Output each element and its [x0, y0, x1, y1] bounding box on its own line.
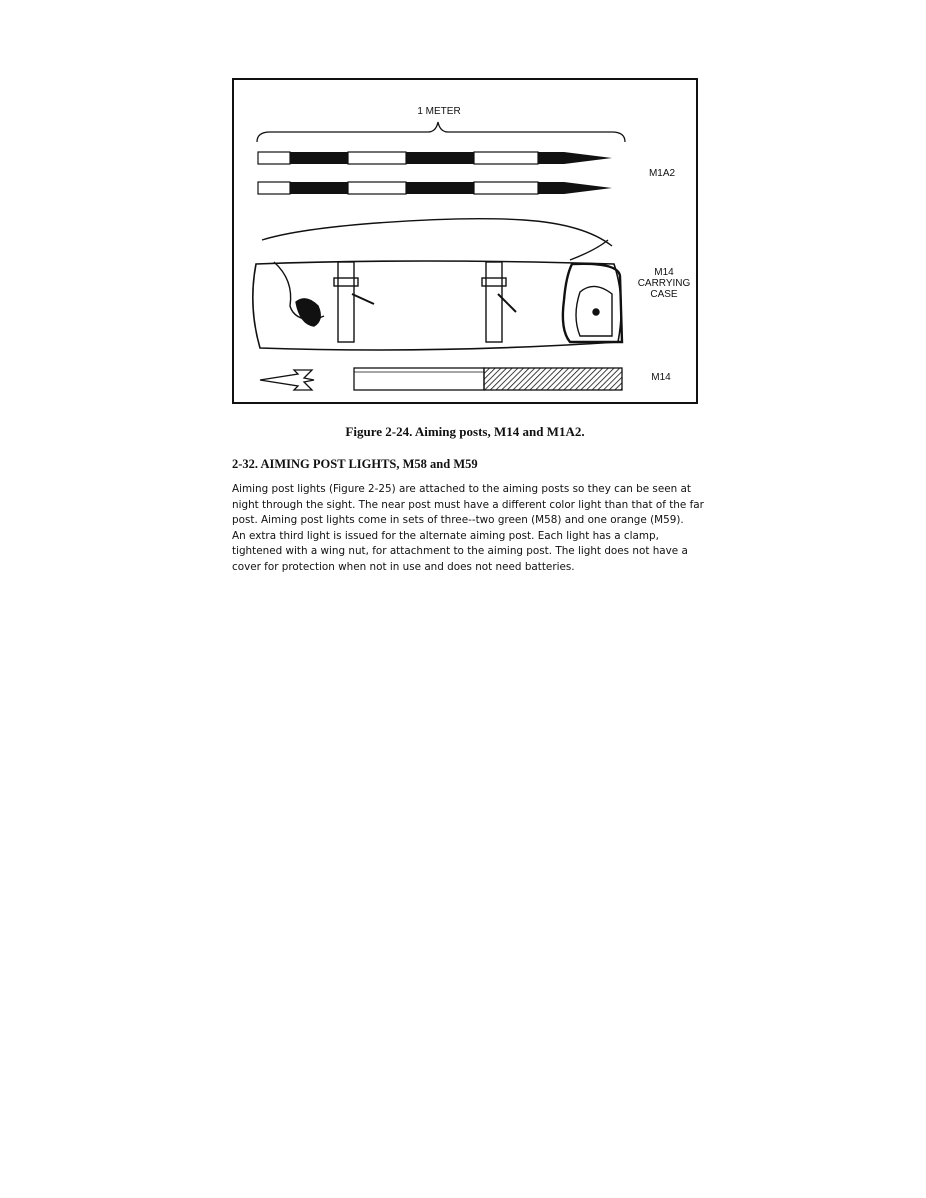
meter-brace — [257, 122, 625, 142]
meter-label: 1 METER — [417, 106, 461, 117]
body-line: Aiming post lights (Figure 2-25) are attached to the aiming posts so they can be seen at — [232, 483, 691, 495]
m14-post — [260, 368, 622, 390]
figure-caption: Figure 2-24. Aiming posts, M14 and M1A2. — [345, 424, 585, 439]
figure-aiming-posts — [232, 78, 698, 404]
case-label-line3: CASE — [650, 289, 678, 300]
case-label-line2: CARRYING — [637, 278, 691, 289]
m1a2-post-lower — [258, 182, 612, 194]
m14-label: M14 — [651, 372, 671, 383]
body-paragraph — [232, 482, 702, 575]
body-line: night through the sight. The near post must have a different color light than that of the far — [232, 498, 704, 511]
body-line: cover for protection when not in use and does not need batteries. — [232, 560, 575, 573]
body-line: tightened with a wing nut, for attachment to the aiming post. The light does not have a — [232, 545, 688, 557]
body-line: post. Aiming post lights come in sets of three--two green (M58) and one orange (M59). — [232, 514, 684, 526]
carrying-case — [253, 219, 622, 350]
m1a2-label: M1A2 — [648, 168, 676, 179]
section-heading: 2-32. AIMING POST LIGHTS, M58 and M59 — [232, 457, 478, 471]
m1a2-post-upper — [258, 152, 612, 164]
case-label — [634, 267, 694, 300]
case-label-line1: M14 — [654, 267, 674, 278]
body-line: An extra third light is issued for the alternate aiming post. Each light has a clamp, — [232, 529, 659, 542]
aiming-posts-illustration — [234, 80, 696, 402]
